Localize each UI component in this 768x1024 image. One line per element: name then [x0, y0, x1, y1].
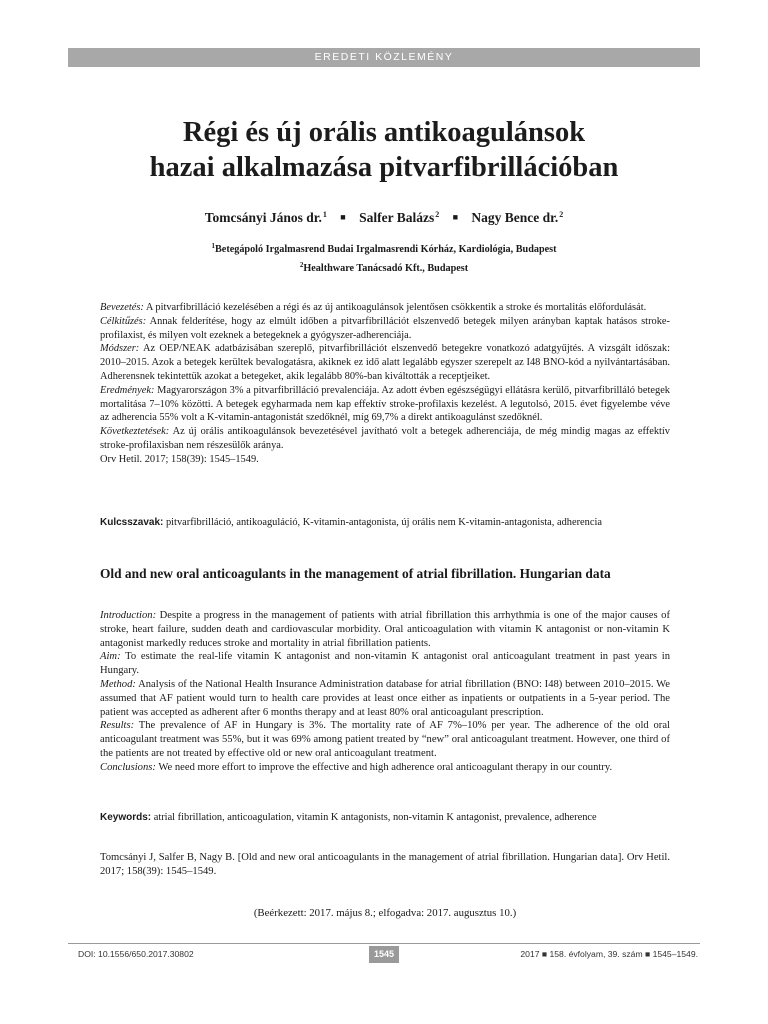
abstract-label: Conclusions: — [100, 761, 156, 773]
section-label: EREDETI KÖZLEMÉNY — [314, 51, 454, 63]
author-list — [68, 206, 700, 227]
abstract-label: Bevezetés: — [100, 302, 144, 313]
abstract-text: Despite a progress in the management of patients with atrial fibrillation this arrhythmia is one of the major causes of stroke, heart failure, sudden death and cardiovascular morbidity. Oral anticoagulation with vitamin K antagonist or non-vitamin K antagonist markedly reduces stroke and mortality in atrial fibrillation patients. — [100, 610, 670, 649]
english-title: Old and new oral anticoagulants in the management of atrial fibrillation. Hungarian data — [100, 566, 611, 581]
abstract-label: Eredmények: — [100, 384, 155, 396]
affiliation-number: 2 — [299, 260, 304, 269]
issue-info: 2017 ■ 158. évfolyam, 39. szám ■ 1545–1549. — [520, 949, 698, 959]
received-dates: (Beérkezett: 2017. május 8.; elfogadva: 2017. augusztus 10.) — [253, 907, 517, 919]
title-line-1: Régi és új orális antikoagulánsok — [182, 117, 586, 148]
keywords-text: atrial fibrillation, anticoagulation, vitamin K antagonists, non-vitamin K antagonist, prevalence, adherence — [151, 812, 597, 823]
abstract-text: Analysis of the National Health Insurance Administration database for atrial fibrillation (BNO: I48) between 2010–2015. We assumed that AF patient would turn to health care provides at least once either as inpatients or outpatients in a 5-year period. The patient was accepted as adherent after 6 months therapy and at least 80% oral anticoagulant prescription. — [100, 678, 670, 718]
citation: Tomcsányi J, Salfer B, Nagy B. [Old and new oral anticoagulants in the management of atrial fibrillation. Hungarian data]. Orv Hetil. 2017; 158(39): 1545–1549. — [100, 852, 670, 877]
author-separator: ■ — [340, 212, 346, 222]
abstract-text: The prevalence of AF in Hungary is 3%. The mortality rate of AF 7%–10% per year. The adherence of the old oral anticoagulant treatment was 55%, but it was 69% among patient treated by “new” oral anticoagulant treatment. However, one third of the patients are not treated by effective old or new oral anticoagulant treatment. — [100, 720, 670, 759]
author-affil-ref: 2 — [559, 210, 564, 219]
abstract-label: Introduction: — [100, 610, 157, 621]
abstract-text: Magyarországon 3% a pitvarfibrilláció prevalenciája. Az adott évben egészségügyi ellátásra kerülő, pitvarfibrilláló betegek mortalitása 7–10% közötti. A betegek egyharmada nem kap effektív stroke-profilaxis kezelést. A legutolsó, 2015. évet figyelembe véve az adherencia 55% volt a K-vitamin-antagonistát szedőknél, míg 69,7% a direkt antikoagulánst szedőknél. — [100, 384, 670, 424]
abstract-text: Az OEP/NEAK adatbázisában szereplő, pitvarfibrillációt elszenvedő betegekre vonatkozó adatgyűjtés. A vizsgált időszak: 2010–2015. Azok a betegek kerültek bevalogatásra, akiknek ez idő alatt legalább egyszer szerepelt az I48 BNO-kód a nyilvántartásában. Adherensnek tekintettük azokat a betegeket, akik legalább 80%-ban kiváltották a receptjeiket. — [100, 343, 670, 382]
abstract-text: To estimate the real-life vitamin K antagonist and non-vitamin K antagonist oral anticoagulant treatment in past years in Hungary. — [100, 651, 670, 677]
author-name: Nagy Bence dr. — [471, 210, 559, 225]
title-line-2: hazai alkalmazása pitvarfibrillációban — [149, 152, 619, 183]
page-number: 1545 — [369, 946, 399, 963]
keywords-text: pitvarfibrilláció, antikoaguláció, K-vitamin-antagonista, új orális nem K-vitamin-antagonista, adherencia — [163, 517, 602, 528]
abstract-text: A pitvarfibrilláció kezelésében a régi és az új antikoagulánsok jelentősen csökkentik a stroke és mortalitás előfordulását. — [143, 302, 647, 313]
article-title — [68, 115, 700, 185]
author-name: Salfer Balázs — [359, 210, 435, 225]
abstract-label: Módszer: — [100, 343, 140, 355]
abstract-paragraph — [100, 342, 670, 383]
keywords-english — [100, 811, 670, 825]
abstract-paragraph — [100, 609, 670, 650]
abstract-label: Aim: — [100, 651, 121, 663]
keywords-label: Keywords: — [100, 812, 152, 823]
abstract-label: Results: — [100, 720, 135, 732]
abstract-label: Következtetések: — [100, 426, 170, 438]
abstract-paragraph — [100, 425, 670, 453]
author-affil-ref: 2 — [435, 210, 440, 219]
abstract-paragraph — [100, 719, 670, 760]
section-header — [68, 48, 700, 67]
hu-citation: Orv Hetil. 2017; 158(39): 1545–1549. — [100, 453, 259, 465]
abstract-paragraph — [100, 384, 670, 425]
affiliation-text: Betegápoló Irgalmasrend Budai Irgalmasrendi Kórház, Kardiológia, Budapest — [215, 244, 557, 255]
abstract-english — [100, 609, 670, 775]
abstract-paragraph — [100, 650, 670, 678]
abstract-text: We need more effort to improve the effective and high adherence oral anticoagulant therapy in our country. — [155, 761, 613, 773]
author-name: Tomcsányi János dr. — [204, 210, 322, 225]
page-footer — [68, 946, 700, 964]
abstract-label: Method: — [100, 678, 136, 690]
abstract-text: Annak felderítése, hogy az elmúlt időben a pitvarfibrillációt elszenvedő betegek milyen arányban kaptak hatásos stroke-profilaxist, és milyen volt ezeknek a betegeknek a gyógyszer-adherenciája. — [100, 315, 670, 341]
keywords-hungarian — [100, 516, 670, 530]
keywords-label: Kulcsszavak: — [100, 517, 164, 528]
affiliations — [68, 239, 700, 276]
abstract-paragraph — [100, 678, 670, 719]
abstract-text: Az új orális antikoagulánsok bevezetésével javítható volt a betegek adherenciája, de még mindig magas az effektív stroke-profilaxisban nem részesülők aránya. — [100, 426, 670, 451]
affiliation-line — [68, 258, 700, 277]
author-affil-ref: 1 — [322, 210, 327, 219]
affiliation-number: 1 — [211, 242, 215, 250]
abstract-paragraph — [100, 761, 670, 775]
footer-divider — [68, 943, 700, 944]
author-separator: ■ — [452, 212, 459, 222]
abstract-paragraph — [100, 315, 670, 343]
affiliation-text: Healthware Tanácsadó Kft., Budapest — [303, 262, 469, 274]
affiliation-line — [68, 239, 700, 258]
abstract-hungarian — [100, 301, 670, 467]
abstract-paragraph — [100, 301, 670, 315]
doi: DOI: 10.1556/650.2017.30802 — [78, 949, 194, 959]
abstract-label: Célkitűzés: — [100, 315, 147, 327]
